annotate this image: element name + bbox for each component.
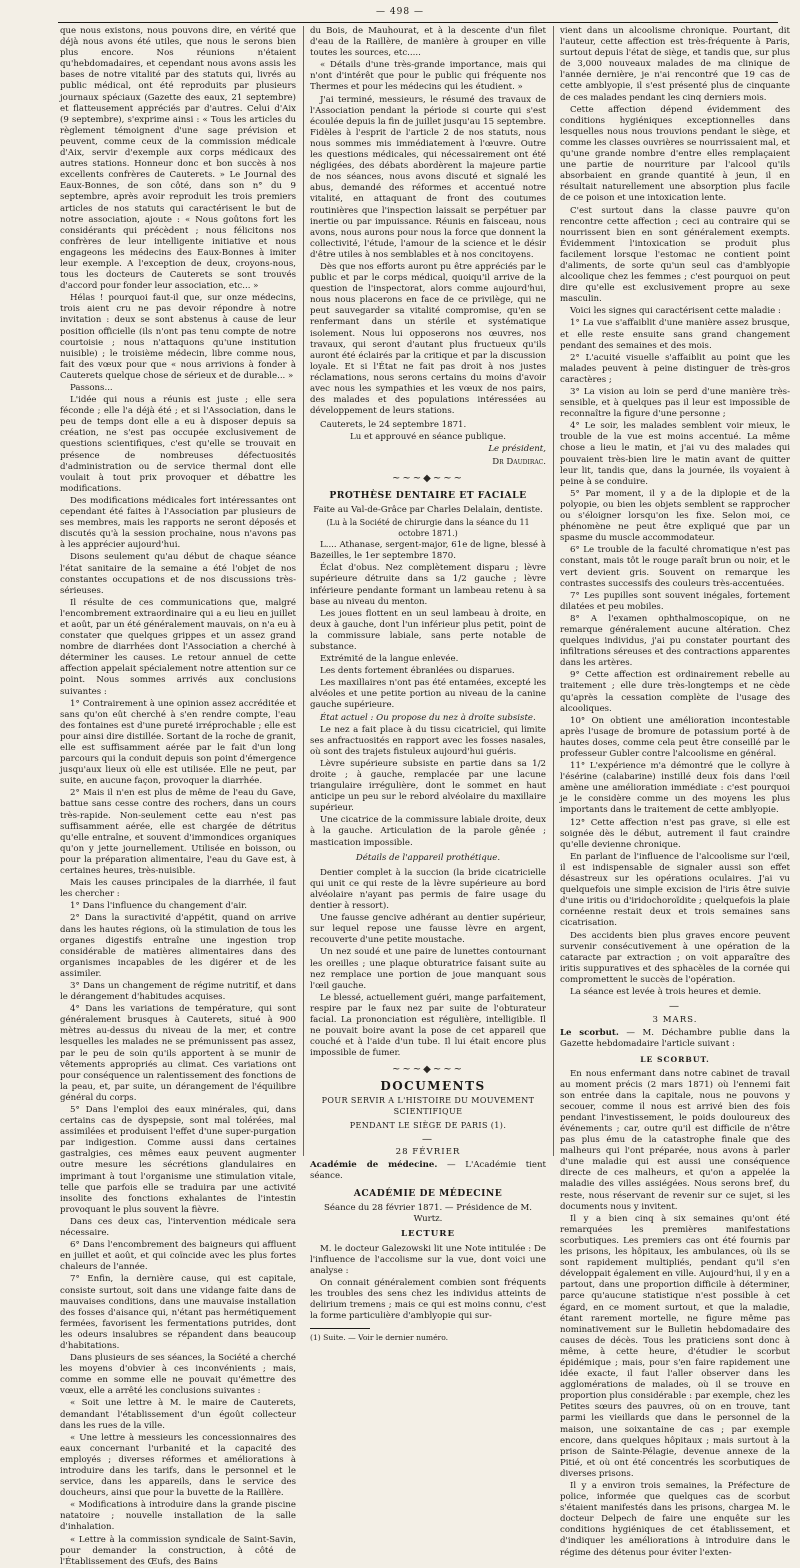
column-1 xyxy=(60,26,296,1567)
col3-paragraph: En parlant de l'influence de l'alcoolisme sur l'œil, il est indispensable de signaler aussi son effet désastreux sur les opérations oculaires. J'ai vu quelquefois une simple excision de l'iris être suivie d'une iritis ou d'iridochoroïdite ; quelquefois la plaie cornéenne restait deux et trois semaines sans cicatrisation. xyxy=(560,851,790,929)
col1-paragraph: « Une lettre à messieurs les concessionnaires des eaux concernant l'urbanité et la capacité des employés ; diverses réformes et améliorations à introduire dans les tarifs, dans le personnel et le service, dans les appareils, dans le service des doucheurs, ainsi que pour la buvette de la Raillère. xyxy=(60,1432,296,1499)
col2-paragraph: « Détails d'une très-grande importance, mais qui n'ont d'intérêt que pour le public qui fréquente nos Thermes et pour les médecins qui les étudient. » xyxy=(310,60,546,93)
col2-paragraph: Le blessé, actuellement guéri, mange parfaitement, respire par le faux nez par suite de l'obturateur facial. La prononciation est régulière, intelligible. Il ne pouvait boire avant la pose de cet appareil que couché et à l'aide d'un tube. Il lui était encore plus impossible de fumer. xyxy=(310,992,546,1059)
col1-paragraph: 5° Dans l'emploi des eaux minérales, qui, dans certains cas de dyspepsie, sont mal tolérées, mal assimilées et produisent l'effet d'une super-purgation par indigestion. Comme aussi dans certaines gastralgies, ces mêmes eaux peuvent augmenter outre mesure les sécrétions glandulaires en imprimant à tout l'organisme une stimulation vitale, telle que parfois elle se traduira par une activité insolite des fonctions exhalantes de l'intestin provoquant le plus souvent la fièvre. xyxy=(60,1105,296,1215)
col2-paragraph: Une fausse gencive adhérant au dentier supérieur, sur lequel repose une fausse lèvre en argent, recouverte d'une petite moustache. xyxy=(310,913,546,946)
header-rule xyxy=(58,22,778,23)
col1-paragraph: Hélas ! pourquoi faut-il que, sur onze médecins, trois aient cru ne pas devoir répondre à notre invitation : deux se sont abstenus à cause de leur position officielle (ils n'ont pas tenu compte de notre courtoisie ; nous n'attaquons qu'une institution nuisible) ; le troisième médecin, libre comme nous, fait des vœux pour que « nous arrivions à fonder à Cauterets quelque chose de sérieux et de durable... » xyxy=(60,293,296,381)
col3-paragraph: La séance est levée à trois heures et demie. xyxy=(570,986,762,997)
footnote: (1) Suite. — Voir le dernier numéro. xyxy=(310,1333,449,1343)
col3-paragraph: 2° L'acuité visuelle s'affaiblit au point que les malades peuvent à peine distinguer de très-gros caractères ; xyxy=(560,352,790,385)
col1-paragraph: 1° Dans l'influence du changement d'air. xyxy=(70,901,248,912)
col1-paragraph: que nous existons, nous pouvons dire, en vérité que déjà nous avons été utiles, que nous le serons bien plus encore. Nos réunions n'étaient qu'hebdomadaires, et cependant nous avons assis les bases de notre vitalité par des statuts qui, livrés au public médical, ont été reproduits par plusieurs journaux spéciaux (Gazette des eaux, 21 septembre) et flatteusement appréciés par d'autres. Celui d'Aix (9 septembre), s'exprime ainsi : « Tous les articles du règlement témoignent d'une sage prévision et peuvent, comme ceux de la commission médicale d'Aix, servir d'exemple aux corps médicaux des autres stations. Honneur donc et bon succès à nos excellents confrères de Cauterets. » Le Journal des Eaux-Bonnes, de son côté, dans son n° du 9 septembre, après avoir reproduit les trois premiers articles de nos statuts qui caractérisent le but de notre association, ajoute : « Nous goûtons fort les considérants qui précèdent ; nous félicitons nos confrères de leur intelligente initiative et nous engageons les médecins des Eaux-Bonnes à imiter leur exemple. A l'exception de deux, croyons-nous, tous les docteurs de Cauterets se sont trouvés d'accord pour fonder leur association, etc... » xyxy=(60,26,296,292)
col3-paragraph: 1° La vue s'affaiblit d'une manière assez brusque, et elle reste ensuite sans grand changement pendant des semaines et des mois. xyxy=(560,318,790,351)
col1-paragraph: « Lettre à la commission syndicale de Saint-Savin, pour demander la construction, à côté de l'Établissement des Œufs, des Bains xyxy=(60,1534,296,1567)
column-divider-2 xyxy=(553,26,554,1156)
col3-paragraph: 8° A l'examen ophthalmoscopique, on ne remarque généralement aucune altération. Chez quelques individus, j'ai pu constater pourtant des infiltrations séreuses et des contractions apparentes dans les artères. xyxy=(560,613,790,669)
documents-subtitle: PENDANT LE SIÈGE DE PARIS (1). xyxy=(349,1120,507,1130)
col2-paragraph: du Bois, de Mauhourat, et à la descente d'un filet d'eau de la Raillère, de manière à grouper en ville toutes les sources, etc..... xyxy=(310,26,546,59)
appliance-title: Détails de l'appareil prothétique. xyxy=(355,852,501,863)
col2-paragraph: Le nez a fait place à du tissu cicatriciel, qui limite ses anfractuosités en rapport avec les fosses nasales, où sont des trajets fistuleux aujourd'hui guéris. xyxy=(310,724,546,757)
col1-paragraph: « Modifications à introduire dans la grande piscine natatoire ; nouvelle installation de la salle d'inhalation. xyxy=(60,1500,296,1533)
col1-paragraph: Dans ces deux cas, l'intervention médicale sera nécessaire. xyxy=(60,1216,296,1239)
documents-title: DOCUMENTS xyxy=(380,1079,486,1094)
academy-session: Séance du 28 février 1871. — Présidence de M. Wurtz. xyxy=(324,1203,532,1225)
col3-paragraph: Il y a environ trois semaines, la Préfecture de police, informée que quelques cas de scorbut s'étaient manifestés dans les prisons, chargea M. le docteur Delpech de faire une enquête sur les conditions hygiéniques de cet établissement, et d'indiquer les améliorations à introduire dans le régime des détenus pour éviter l'exten- xyxy=(560,1481,790,1558)
col3-paragraph: Cette affection dépend évidemment des conditions hygiéniques exceptionnelles dans lesquelles nous nous trouvions pendant le siège, et comme les classes ouvrières se nourrissaient mal, et qu'une grande nombre d'entre elles remplaçaient une partie de nourriture par l'alcool qu'ils absorbaient en grande quantité à jeun, il en résultait naturellement une absorption plus facile de ce poison et une intoxication lente. xyxy=(560,104,790,204)
scurvy-label: LE SCORBUT. xyxy=(640,1055,710,1065)
footnote-rule xyxy=(310,1328,370,1329)
col1-paragraph: Disons seulement qu'au début de chaque séance l'état sanitaire de la semaine a été l'objet de nos constantes occupations et de nos discussions très-sérieuses. xyxy=(60,552,296,596)
col3-paragraph: vient dans un alcoolisme chronique. Pourtant, dit l'auteur, cette affection est très-fréquente à Paris, surtout depuis l'état de siège, et tandis que, sur plus de 3,000 nouveaux malades de ma clinique de l'année dernière, je n'ai rencontré que 19 cas de cette amblyopie, il s'est présenté plus de cinquante de ces malades pendant les cinq derniers mois. xyxy=(560,26,790,103)
column-2 xyxy=(310,26,546,1343)
col1-paragraph: Des modifications médicales fort intéressantes ont cependant été faites à l'Association par plusieurs de ses membres, mais les rapports ne seront déposés et discutés qu'à la session prochaine, nous n'avons pas à les apprécier aujourd'hui. xyxy=(60,495,296,551)
col2-paragraph: Une cicatrice de la commissure labiale droite, deux à la gauche. Articulation de la parole gênée ; mastication impossible. xyxy=(310,815,546,848)
documents-subtitle: POUR SERVIR A L'HISTOIRE DU MOUVEMENT SCIENTIFIQUE xyxy=(321,1095,535,1116)
col2-paragraph: Les dents fortement ébranlées ou disparues. xyxy=(320,666,515,677)
section-subtitle: Faite au Val-de-Grâce par Charles Delalain, dentiste. xyxy=(313,504,543,515)
col3-paragraph: 7° Les pupilles sont souvent inégales, fortement dilatées et peu mobiles. xyxy=(560,590,790,612)
section-title: PROTHÈSE DENTAIRE ET FACIALE xyxy=(329,489,527,501)
col3-paragraph: 5° Par moment, il y a de la diplopie et de la polyopie, ou bien les objets semblent se rapprocher ou s'éloigner lorsqu'on les fixe. Selon moi, ce phénomène ne peut être expliqué que par un spasme du muscle accommodateur. xyxy=(560,488,790,544)
date-header: 3 MARS. xyxy=(652,1015,698,1026)
president-label: Le président, xyxy=(488,444,546,455)
dateline: Cauterets, le 24 septembre 1871. xyxy=(320,420,467,431)
ornament-divider: — xyxy=(669,1001,681,1013)
col2-paragraph: Dentier complet à la succion (la bride cicatricielle qui unit ce qui reste de la lèvre supérieure au bord alvéolaire n'ayant pas permis de faire usage du dentier à ressort). xyxy=(310,867,546,912)
col1-paragraph: 1° Contrairement à une opinion assez accréditée et sans qu'on eût cherché à s'en rendre compte, l'eau des fontaines est d'une pureté irréprochable ; elle est pour ainsi dire distillée. Sortant de la roche de granit, elle est suffisamment aérée par le fait d'un long parcours qui la conduit depuis son point d'émergence jusqu'aux lieux où elle est utilisée. Elle ne peut, par suite, en aucune façon, provoquer la diarrhée. xyxy=(60,698,296,787)
col1-paragraph: Dans plusieurs de ses séances, la Société a cherché les moyens d'obvier à ces inconvénients ; mais, comme en somme elle ne pouvait qu'émettre des vœux, elle a arrêté les conclusions suivantes : xyxy=(60,1353,296,1397)
col3-paragraph: Il y a bien cinq à six semaines qu'ont été remarquées les premières manifestations scorbutiques. Les premiers cas ont été fournis par les prisons, les hôpitaux, les ambulances, où ils se sont rapidement multipliés, pendant qu'il s'en développait également en ville. Aujourd'hui, il y en a partout, dans une proportion difficile à déterminer, parce qu'aucune statistique n'est possible à cet égard, en ce moment surtout, et que la maladie, étant rarement mortelle, ne figure même pas nominativement sur le Bulletin hebdomadaire des causes de décès. Tous les praticiens sont donc à même, à cette heure, d'étudier le scorbut épidémique ; mais, pour s'en faire rapidement une idée exacte, il faut l'aller observer dans les agglomérations de malades, où il se trouve en proportion plus considérable : par exemple, chez les Petites sœurs des pauvres, où on en trouve, tant parmi les vieillards que dans le personnel de la maison, une soixantaine de cas ; par exemple encore, dans quelques hôpitaux ; mais surtout à la prison de Sainte-Pélagie, devenue annexe de la Pitié, et où ont été concentrés les scorbutiques de diverses prisons. xyxy=(560,1213,790,1479)
col2-paragraph: Les joues flottent en un seul lambeau à droite, en deux à gauche, dont l'un inférieur plus petit, point de la commissure labiale, sans perte notable de substance. xyxy=(310,608,546,652)
col3-paragraph: 10° On obtient une amélioration incontestable après l'usage de bromure de potassium porté à de hautes doses, comme cela peut être conseillé par le professeur Gubler contre l'alcoolisme en général. xyxy=(560,715,790,759)
col2-paragraph: Éclat d'obus. Nez complètement disparu ; lèvre supérieure détruite dans sa 1/2 gauche ; lèvre inférieure pendante formant un lambeau retenu à sa base au niveau du menton. xyxy=(310,563,546,607)
scurvy-intro-text: — M. Déchambre publie dans la Gazette hebdomadaire l'article suivant : xyxy=(560,1028,790,1050)
page-number: — 498 — xyxy=(376,7,424,17)
president-signature: Dr Daudirac. xyxy=(492,456,546,467)
ornament-divider: ~~~◆~~~ xyxy=(392,472,464,484)
column-3 xyxy=(560,26,790,1558)
col2-paragraph: L.... Athanase, sergent-major, 61e de ligne, blessé à Bazeilles, le 1er septembre 1870. xyxy=(310,540,546,562)
col3-paragraph: 3° La vision au loin se perd d'une manière très-sensible, et à quelques pas il leur est impossible de reconnaître la figure d'une personne ; xyxy=(560,387,790,420)
col1-paragraph: 7° Enfin, la dernière cause, qui est capitale, consiste surtout, soit dans une vidange faite dans de mauvaises conditions, dans une mauvaise installation des fosses d'aisance qui, n'étant pas hermétiquement fermées, favorisent les fermentations putrides, dont les odeurs insalubres se répandent dans beaucoup d'habitations. xyxy=(60,1274,296,1351)
col1-paragraph: L'idée qui nous a réunis est juste ; elle sera féconde ; elle l'a déjà été ; et si l'Association, dans le peu de temps dont elle a eu à disposer depuis sa création, ne s'est pas occupée exclusivement de questions scientifiques, c'est qu'elle se trouvait en présence de nombreuses défectuosités d'administration ou de service thermal dont elle voulait à tout prix provoquer et débattre les modifications. xyxy=(60,395,296,494)
col1-paragraph: 6° Dans l'encombrement des baigneurs qui affluent en juillet et août, et qui coïncide avec les plus fortes chaleurs de l'année. xyxy=(60,1240,296,1273)
col2-paragraph: J'ai terminé, messieurs, le résumé des travaux de l'Association pendant la période si courte qui s'est écoulée depuis la fin de juillet jusqu'au 15 septembre. Fidèles à l'esprit de l'article 2 de nos statuts, nous nous sommes mis immédiatement à l'œuvre. Outre les questions médicales, qui nécessairement ont été négligées, des débats abordèrent la majeure partie de nos séances, nous avons discuté et signalé les abus, demandé des réformes et accentué notre vitalité, en attaquant de front des coutumes routinières que l'inspection laissait se perpétuer par inertie ou par impuissance. Réunis en faisceau, nous avons, nous aurons pour nous la force que donnent la collectivité, l'étude, l'amour de la science et le désir d'être utiles à nos semblables et à nos concitoyens. xyxy=(310,94,546,260)
col3-paragraph: 6° Le trouble de la faculté chromatique n'est pas constant, mais tôt le rouge paraît brun ou noir, et le vert devient gris. Souvent on remarque les contrastes successifs des couleurs très-accentuées. xyxy=(560,545,790,589)
col3-paragraph: 4° Le soir, les malades semblent voir mieux, le trouble de la vue est moins accentué. La même chose a lieu le matin, et j'ai vu des malades qui pouvaient très-bien lire le matin avant de quitter leur lit, tandis que, dans la journée, ils voyaient à peine à se conduire. xyxy=(560,421,790,487)
col3-paragraph: 9° Cette affection est ordinairement rebelle au traitement ; elle dure très-longtemps et ne cède qu'après la cessation complète de l'usage des alcooliques. xyxy=(560,670,790,714)
col2-paragraph: État actuel : Ou propose du nez à droite subsiste. xyxy=(320,712,536,723)
col3-paragraph: C'est surtout dans la classe pauvre qu'on rencontre cette affection ; ceci au contraire qui se nourrissent bien en sont généralement exempts. Évidemment l'intoxication se produit plus facilement lorsque l'estomac ne contient point d'aliments, de sorte qu'un seul cas d'amblyopie alcoolique chez les femmes ; c'est pourquoi on peut dire qu'elle est exclusivement propre au sexe masculin. xyxy=(560,205,790,305)
date-header: 28 FÉVRIER xyxy=(395,1146,461,1157)
column-divider-1 xyxy=(303,26,304,1156)
col3-paragraph: Des accidents bien plus graves encore peuvent survenir consécutivement à une opération de la cataracte par extraction ; on voit apparaître des iritis suppuratives et des sphacèles de la cornée qui compromettent le succès de l'opération. xyxy=(560,930,790,985)
col1-paragraph: Passons... xyxy=(70,383,113,393)
section-note: (Lu à la Société de chirurgie dans la séance du 11 octobre 1871.) xyxy=(326,517,530,539)
col2-paragraph: Les maxillaires n'ont pas été entamées, excepté les alvéoles et une petite portion au niveau de la canine gauche supérieure. xyxy=(310,678,546,711)
col3-paragraph: 12° Cette affection n'est pas grave, si elle est soignée dès le début, autrement il faut craindre qu'elle devienne chronique. xyxy=(560,817,790,850)
academy-intro-label: Académie de médecine. xyxy=(310,1160,438,1170)
academy-title: ACADÉMIE DE MÉDECINE xyxy=(353,1188,503,1200)
col1-paragraph: Il résulte de ces communications que, malgré l'encombrement extraordinaire qui a eu lieu en juillet et août, par un été généralement mauvais, on n'a eu à constater que quelques grippes et un assez grand nombre de diarrhées dont l'Association a cherché à déterminer les causes. Le retour annuel de cette affection appelait spécialement notre attention sur ce point. Nous sommes arrivés aux conclusions suivantes : xyxy=(60,597,296,697)
col1-paragraph: Mais les causes principales de la diarrhée, il faut les chercher : xyxy=(60,878,296,900)
col3-paragraph: Voici les signes qui caractérisent cette maladie : xyxy=(570,306,781,317)
academy-intro-text: — L'Académie tient séance. xyxy=(310,1160,546,1182)
adoption-note: Lu et approuvé en séance publique. xyxy=(350,432,506,443)
ornament-divider: ~~~◆~~~ xyxy=(392,1064,464,1076)
col2-paragraph: Un nez soudé et une paire de lunettes contournant les oreilles ; une plaque obturatrice faisant suite au nez remplace une portion de joue manquant sous l'œil gauche. xyxy=(310,947,546,991)
col1-paragraph: « Soit une lettre à M. le maire de Cauterets, demandant l'établissement d'un égoût collecteur dans les rues de la ville. xyxy=(60,1398,296,1431)
col2-paragraph: Dès que nos efforts auront pu être appréciés par le public et par le corps médical, quoiqu'il arrive de la question de l'inspectorat, alors comme aujourd'hui, nous nous placerons en face de ce privilège, qui ne peut sauvegarder sa vitalité compromise, qu'en se renfermant dans un stérile et systématique isolement. Nous lui opposerons nos œuvres, nos travaux, qui seront d'autant plus fructueux qu'ils auront été éclairés par la critique et par la discussion loyale. Et si l'État ne fait pas droit à nos justes réclamations, nous serons certains du moins d'avoir avec nous les sympathies et les vœux de nos pairs, des malades et des populations intéressées au développement de leurs stations. xyxy=(310,261,546,417)
ornament-divider: — xyxy=(422,1133,434,1145)
col1-paragraph: 3° Dans un changement de régime nutritif, et dans le dérangement d'habitudes acquises. xyxy=(60,980,296,1003)
lecture-label: LECTURE xyxy=(400,1229,455,1240)
col1-paragraph: 2° Dans la suractivité d'appétit, quand on arrive dans les hautes régions, où la stimulation de tous les organes digestifs entraîne une ingestion trop considérable de matières alimentaires dans des organismes incapables de les digérer et de les assimiler. xyxy=(60,913,296,979)
col2-paragraph: Lèvre supérieure subsiste en partie dans sa 1/2 droite ; à gauche, remplacée par une lacune triangulaire irrégulière, dont le sommet en haut anticipe un peu sur le rebord alvéolaire du maxillaire supérieur. xyxy=(310,758,546,814)
col2-paragraph: Extrémité de la langue enlevée. xyxy=(320,654,459,665)
col1-paragraph: 4° Dans les variations de température, qui sont généralement brusques à Cauterets, situé à 900 mètres au-dessus du niveau de la mer, et contre lesquelles les malades ne se prémunissent pas assez, par le peu de soin qu'ils apportent à se munir de vêtements appropriés au climat. Ces variations ont pour conséquence un ralentissement des fonctions de la peau, et, par suite, un dérangement de l'équilibre général du corps. xyxy=(60,1004,296,1103)
col3-paragraph: 11° L'expérience m'a démontré que le collyre à l'ésérine (calabarine) instillé deux fois dans l'œil amène une amélioration immédiate : c'est pourquoi je le considère comme un des moyens les plus importants dans le traitement de cette amblyopie. xyxy=(560,761,790,816)
col2-paragraph: On connait généralement combien sont fréquents les troubles des sens chez les individus atteints de delirium tremens ; mais ce qui est moins connu, c'est la forme particulière d'amblyopie qui sur- xyxy=(310,1277,546,1322)
col1-paragraph: 2° Mais il n'en est plus de même de l'eau du Gave, battue sans cesse contre des rochers, dans un cours très-rapide. Non-seulement cette eau n'est pas suffisamment aérée, elle est chargée de détritus qu'elle entraîne, et souvent d'immondices organiques qu'on y jette journellement. Utilisée en boisson, ou pour la préparation alimentaire, l'eau du Gave est, à certaines heures, très-nuisible. xyxy=(60,788,296,877)
col3-paragraph: En nous enfermant dans notre cabinet de travail au moment précis (2 mars 1871) où l'ennemi fait son entrée dans la capitale, nous ne pouvons y secouer, comme il nous est arrivé bien des fois pendant l'investissement, le poids douloureux des événements ; car, outre qu'il est difficile de n'être pas plus ému de la catastrophe finale que des malheurs qui l'ont préparée, nous avons à parler d'une maladie qui est aussi une conséquence directe de ces malheurs, et qu'on a appelée la maladie des villes assiégées. Nous serons bref, du reste, nous réservant de revenir sur ce sujet, si les documents nous y invitent. xyxy=(560,1068,790,1212)
scurvy-intro-label: Le scorbut. xyxy=(560,1028,619,1039)
col2-paragraph: M. le docteur Galezowski lit une Note intitulée : De l'influence de l'accolisme sur la vue, dont voici une analyse : xyxy=(310,1243,546,1276)
